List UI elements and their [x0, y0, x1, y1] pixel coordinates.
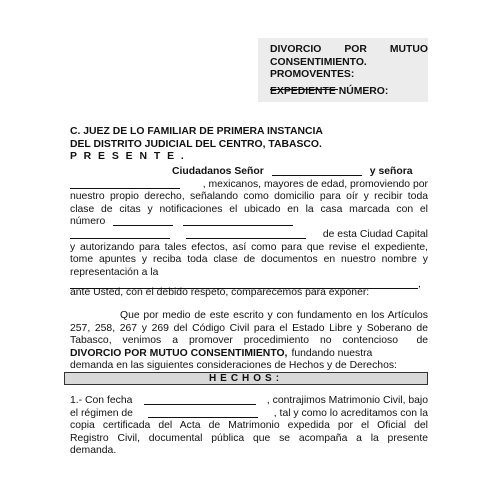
- intro-line-5: [70, 216, 428, 229]
- petition-line-5: demanda en las siguientes consideraciones de Hechos y de Derechos:: [70, 360, 397, 372]
- title-word: MUTUO: [389, 44, 428, 55]
- addressee-line-2: DEL DISTRITO JUDICIAL DEL CENTRO, TABASCO.: [70, 138, 322, 150]
- ciudad-text: de esta Ciudad Capital: [322, 228, 428, 240]
- numero-blank[interactable]: [113, 216, 173, 226]
- fundando-text: fundando nuestra: [291, 347, 373, 359]
- hechos-line-2: [70, 408, 428, 421]
- intro-line-2: [70, 179, 428, 192]
- acreditamos-text: , tal y como lo acreditamos con la: [273, 407, 428, 419]
- regimen-label: el régimen de: [70, 407, 133, 419]
- hechos-line-1: [70, 395, 428, 408]
- fecha-blank[interactable]: [144, 395, 256, 405]
- title-line-2: CONSENTIMIENTO.: [270, 56, 367, 68]
- promoventes-label: PROMOVENTES:: [270, 69, 355, 81]
- addressee: [70, 126, 323, 164]
- intro-line-3: nuestro propio derecho, señalando como domicilio para oír y recibir toda: [70, 191, 428, 203]
- presente-line: P R E S E N T E .: [70, 151, 186, 163]
- promoventes-blank[interactable]: [270, 80, 338, 90]
- senora-label: y señora: [369, 166, 413, 177]
- addressee-line-1: C. JUEZ DE LO FAMILIAR DE PRIMERA INSTANCIA: [70, 126, 323, 137]
- colonia-blank-2[interactable]: [186, 229, 306, 239]
- de-word: de: [416, 335, 428, 347]
- title-word: DIVORCIO: [270, 44, 322, 55]
- hechos-line-4: Registro Civil, documental pública que se acompaña a la presente: [70, 432, 428, 444]
- title-line-1: [270, 44, 428, 57]
- ciudadanos-label: Ciudadanos Señor: [172, 166, 264, 177]
- matrimonio-text: , contrajimos Matrimonio Civil, bajo: [266, 395, 428, 406]
- regimen-blank[interactable]: [148, 408, 258, 418]
- street-blank[interactable]: [183, 216, 293, 226]
- numero-label: número: [70, 216, 106, 228]
- intro-line-9: representación a la: [70, 266, 159, 278]
- hechos-line-3: copia certificada del Acta de Matrimonio expedida por el Oficial del: [70, 420, 428, 432]
- intro-text: , mexicanos, mayores de edad, promoviendo por: [202, 178, 428, 190]
- petition-line-2: 257, 258, 267 y 269 del Código Civil para el Estado Libre y Soberano de: [70, 322, 428, 334]
- intro-line-7: y autorizando para tales efectos, así como para que revise el expediente,: [70, 241, 428, 253]
- title-word: POR: [344, 44, 367, 55]
- petition-text: Tabasco, venimos a promover procedimiento no contencioso: [70, 335, 398, 347]
- hechos-paragraph: [70, 395, 428, 458]
- petition-paragraph: [70, 305, 428, 373]
- colonia-blank[interactable]: [70, 229, 170, 239]
- intro-comma: ,: [418, 279, 421, 291]
- fecha-label: 1.- Con fecha: [70, 395, 133, 406]
- intro-line-6: [70, 229, 428, 242]
- petition-line-1: Que por medio de este escrito y con fundamento en los Artículos: [120, 310, 428, 321]
- hechos-section-header: HECHOS:: [64, 372, 428, 385]
- petition-line-4: [70, 348, 428, 361]
- document-title: [270, 44, 428, 82]
- intro-line-4: clase de citas y notificaciones el ubicado en la casa marcada con el: [70, 203, 428, 215]
- hechos-line-5: demanda.: [70, 445, 117, 457]
- intro-line-1: [70, 166, 428, 179]
- senora-name-blank[interactable]: [70, 179, 180, 189]
- exponer-line: ante Usted, con el debido respeto, comparecemos para exponer:: [70, 287, 370, 298]
- expediente-label: EXPEDIENTE NÚMERO:: [270, 86, 389, 97]
- petition-line-3: [70, 335, 428, 348]
- intro-line-8: tome apuntes y reciba toda clase de documentos en nuestro nombre y: [70, 254, 428, 266]
- senor-name-blank[interactable]: [272, 166, 362, 176]
- divorcio-bold: DIVORCIO POR MUTUO CONSENTIMIENTO,: [70, 347, 288, 359]
- expediente-field: [270, 86, 388, 99]
- intro-paragraph: [70, 166, 428, 292]
